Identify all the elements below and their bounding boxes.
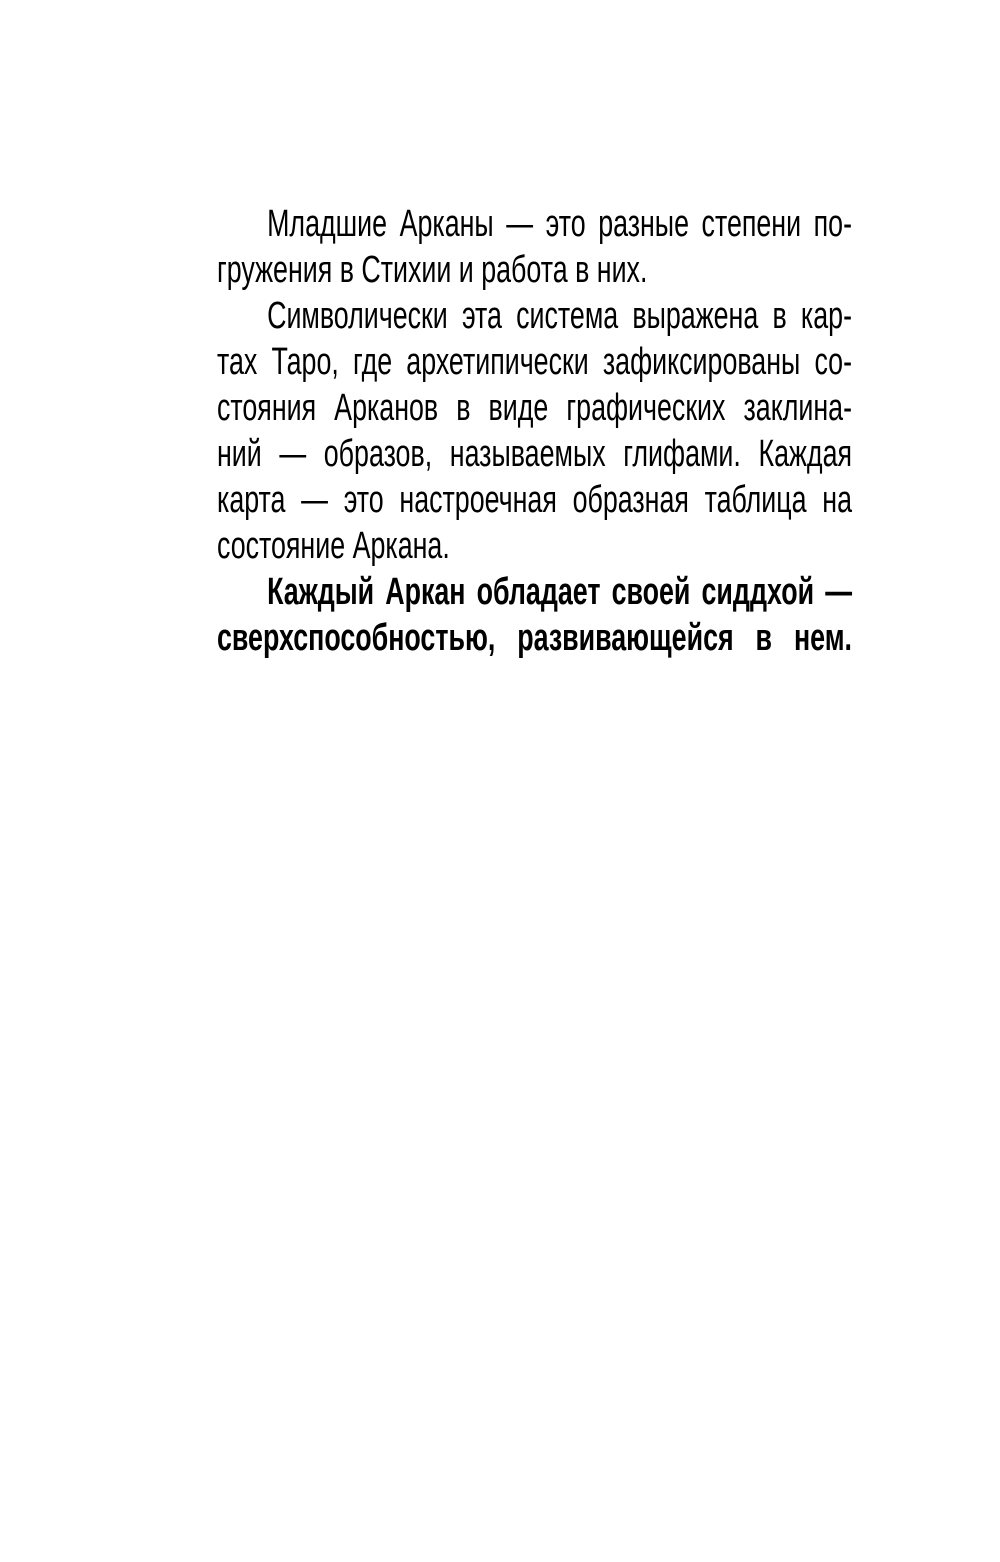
paragraph-tarot-system — [217, 293, 852, 569]
paragraph-siddha-bold — [217, 569, 852, 661]
text-line: состояние Аркана. — [217, 525, 450, 567]
text-line: стояния Арканов в виде графических заклина- — [217, 387, 853, 429]
text-line: Символически эта система выражена в кар- — [267, 295, 853, 337]
text-line: гружения в Стихии и работа в них. — [217, 249, 648, 291]
text-line: ний — образов, называемых глифами. Каждая — [217, 433, 853, 475]
paragraph-intro — [217, 201, 852, 293]
text-line: Каждый Аркан обладает своей сиддхой — — [267, 571, 853, 613]
text-line: Младшие Арканы — это разные степени по- — [267, 203, 853, 245]
text-line: сверхспособностью, развивающейся в нем. — [217, 617, 853, 659]
text-line: тах Таро, где архетипически зафиксированы со- — [217, 341, 853, 383]
text-block — [217, 201, 852, 661]
text-line: карта — это настроечная образная таблица на — [217, 479, 853, 521]
